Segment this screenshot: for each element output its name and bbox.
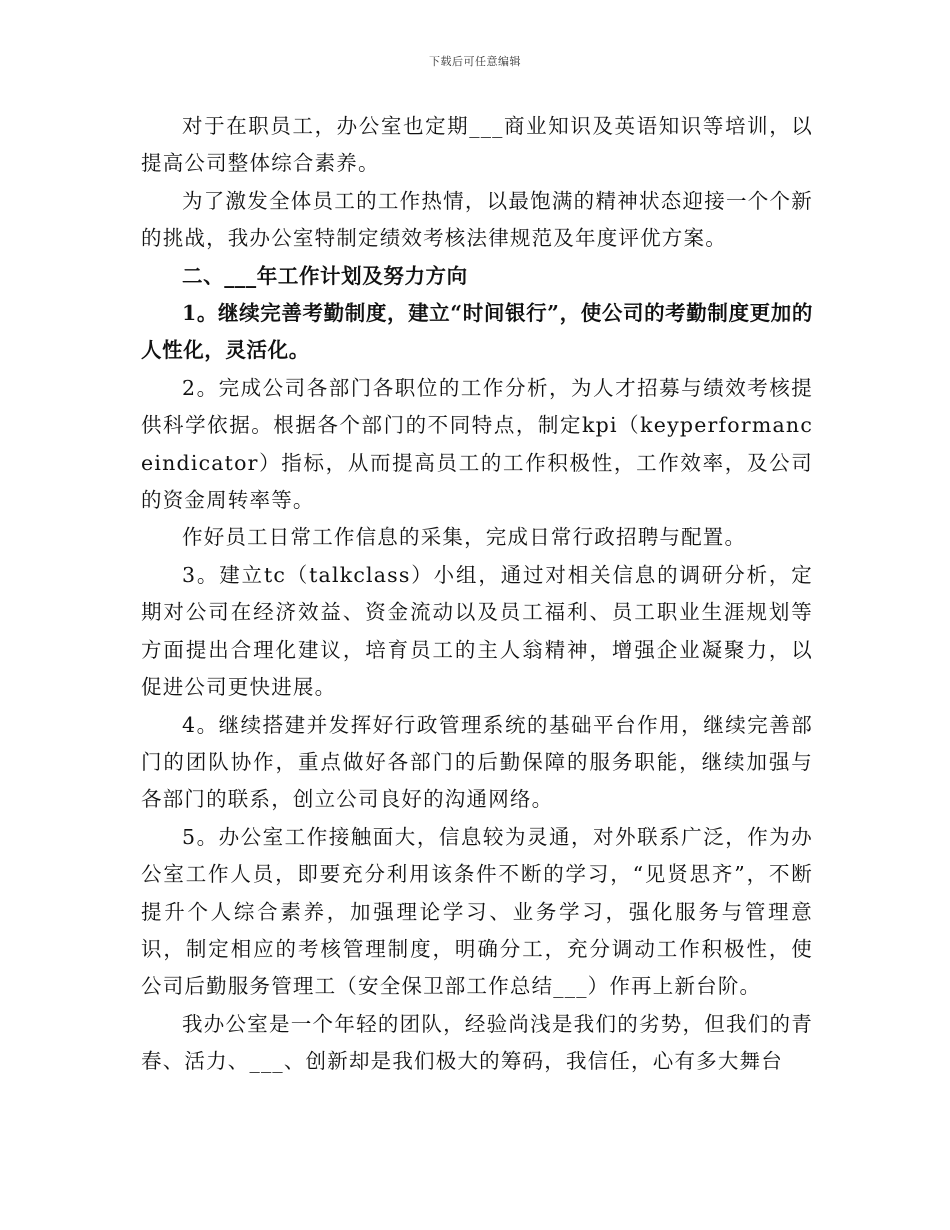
paragraph-motivation: 为了激发全体员工的工作热情，以最饱满的精神状态迎接一个个新的挑战，我办公室特制定绩效考核法律规范及年度评优方案。 (141, 188, 813, 251)
plan-item-4: 4。继续搭建并发挥好行政管理系统的基础平台作用，继续完善部门的团队协作，重点做好各部门的后勤保障的服务职能，继续加强与各部门的联系，创立公司良好的沟通网络。 (141, 712, 813, 812)
page-header: 下载后可任意编辑 (429, 55, 521, 68)
document-body (141, 108, 813, 1081)
plan-item-2: 2。完成公司各部门各职位的工作分析，为人才招募与绩效考核提供科学依据。根据各个部门的不同特点，制定kpi（keyperformanceindicator）指标，从而提高员工的工作积极性，工作效率，及公司的资金周转率等。 (141, 375, 813, 513)
paragraph-recruitment: 作好员工日常工作信息的采集，完成日常行政招聘与配置。 (182, 525, 747, 550)
plan-item-5: 5。办公室工作接触面大，信息较为灵通，对外联系广泛，作为办公室工作人员，即要充分利用该条件不断的学习，“见贤思齐”，不断提升个人综合素养，加强理论学习、业务学习，强化服务与管理意识，制定相应的考核管理制度，明确分工，充分调动工作积极性，使公司后勤服务管理工（安全保卫部工作总结___）作再上新台阶。 (141, 824, 813, 999)
paragraph-training: 对于在职员工，办公室也定期___商业知识及英语知识等培训，以提高公司整体综合素养。 (141, 114, 813, 176)
plan-item-1: 1。继续完善考勤制度，建立“时间银行”，使公司的考勤制度更加的人性化，灵活化。 (141, 301, 813, 363)
plan-item-3: 3。建立tc（talkclass）小组，通过对相关信息的调研分析，定期对公司在经济效益、资金流动以及员工福利、员工职业生涯规划等方面提出合理化建议，培育员工的主人翁精神，增强企业凝聚力，以促进公司更快进展。 (141, 562, 813, 700)
paragraph-closing: 我办公室是一个年轻的团队，经验尚浅是我们的劣势，但我们的青春、活力、___、创新却是我们极大的筹码，我信任，心有多大舞台 (141, 1011, 813, 1074)
section-heading-work-plan: 二、___年工作计划及努力方向 (182, 263, 468, 288)
